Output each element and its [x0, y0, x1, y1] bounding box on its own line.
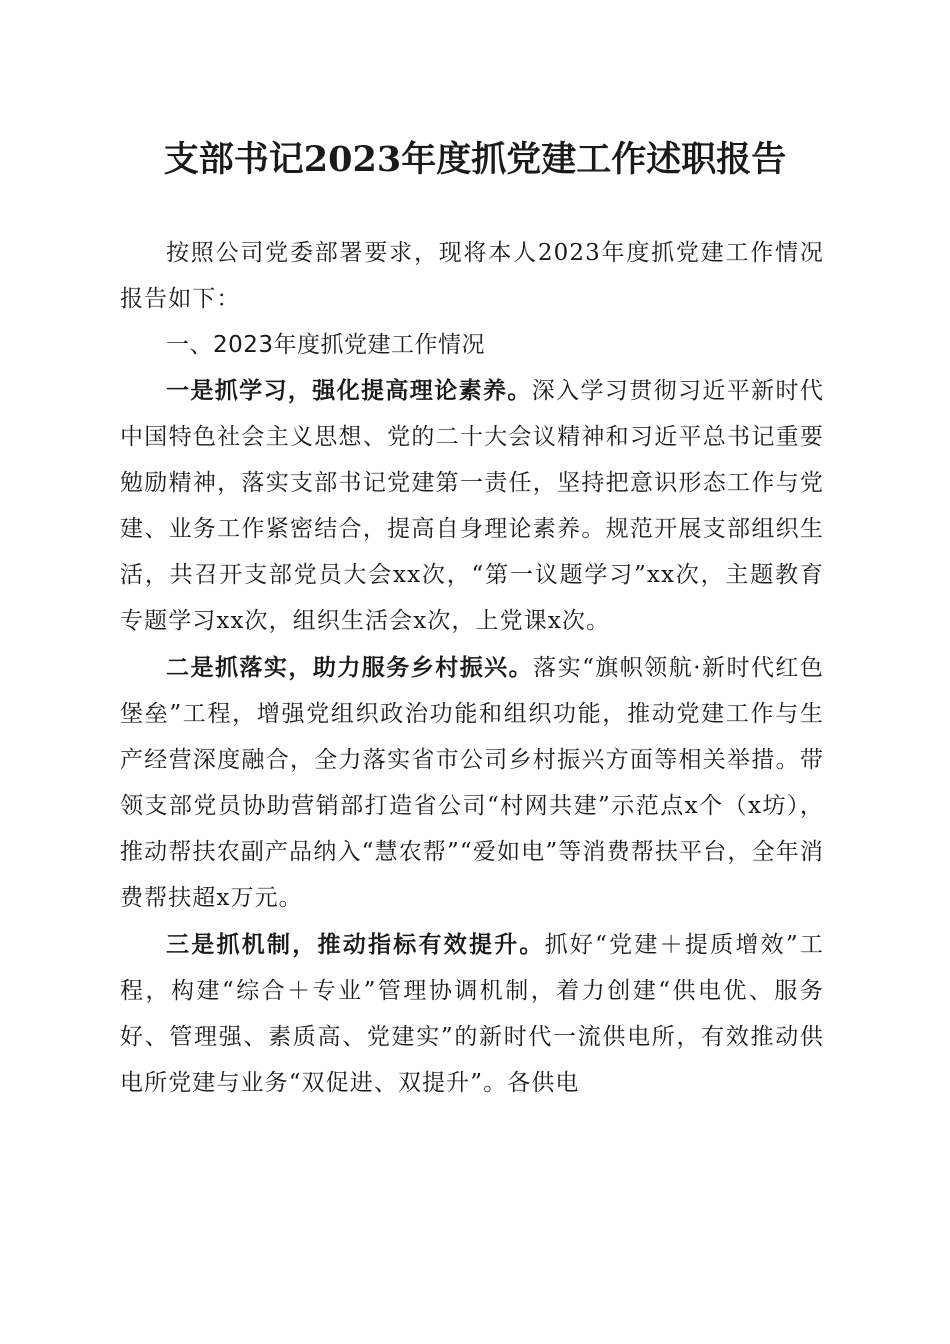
paragraph-lead: 二是抓落实，助力服务乡村振兴。: [166, 654, 534, 681]
document-body: [120, 230, 824, 1106]
paragraph-lead: 三是抓机制，推动指标有效提升。: [166, 931, 545, 958]
paragraph-implementation: [120, 645, 824, 921]
document-title: 支部书记2023年度抓党建工作述职报告: [163, 139, 787, 180]
paragraph-lead: 一是抓学习，强化提高理论素养。: [166, 377, 532, 404]
paragraph-text: 落实“旗帜领航·新时代红色堡垒”工程，增强党组织政治功能和组织功能，推动党建工作与生产经营深度融合，全力落实省市公司乡村振兴方面等相关举措。带领支部党员协助营销部打造省公司“村网共建”示范点x个（x坊），推动帮扶农副产品纳入“慧农帮”“爱如电”等消费帮扶平台，全年消费帮扶超x万元。: [120, 655, 824, 911]
section-heading: 一、2023年度抓党建工作情况: [166, 332, 486, 358]
paragraph-text: 深入学习贯彻习近平新时代中国特色社会主义思想、党的二十大会议精神和习近平总书记重要勉励精神，落实支部书记党建第一责任，坚持把意识形态工作与党建、业务工作紧密结合，提高自身理论素养。规范开展支部组织生活，共召开支部党员大会xx次，“第一议题学习”xx次，主题教育专题学习xx次，组织生活会x次，上党课x次。: [120, 378, 825, 634]
paragraph-mechanism: [120, 922, 824, 1106]
paragraph-text: 抓好“党建＋提质增效”工程，构建“综合＋专业”管理协调机制，着力创建“供电优、服务好、管理强、素质高、党建实”的新时代一流供电所，有效推动供电所党建与业务“双促进、双提升”。各供电: [120, 932, 825, 1096]
intro-paragraph: 按照公司党委部署要求，现将本人2023年度抓党建工作情况报告如下：: [120, 240, 824, 312]
paragraph-study: [120, 368, 824, 644]
